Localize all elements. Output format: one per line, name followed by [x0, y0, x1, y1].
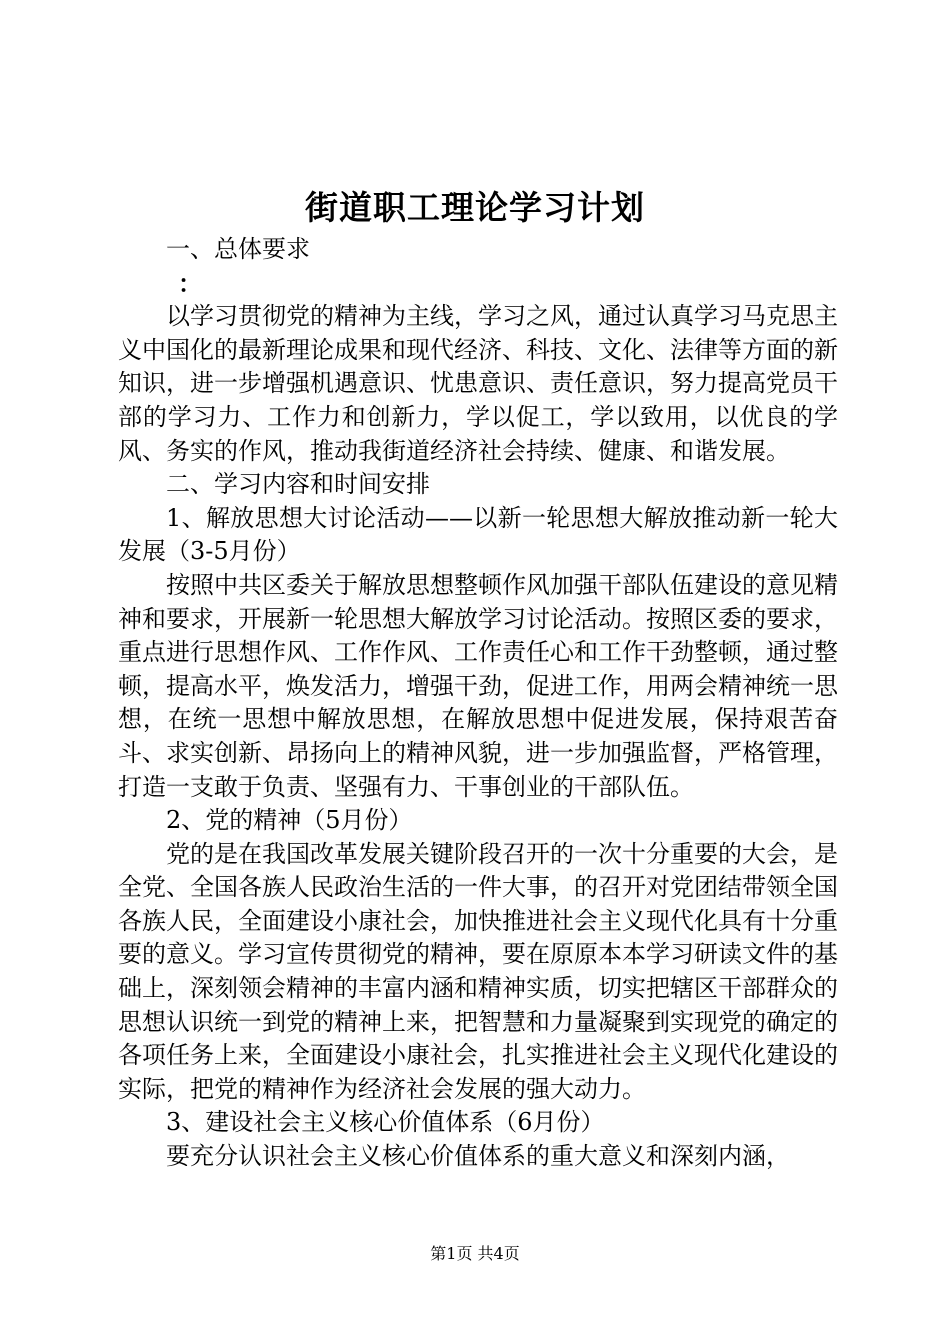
item-heading-1: 1、解放思想大讨论活动——以新一轮思想大解放推动新一轮大发展（3-5月份）: [118, 503, 838, 566]
document-body: [118, 233, 838, 1174]
section-heading-general-requirements: 一、总体要求: [166, 235, 310, 263]
item-heading-3: 3、建设社会主义核心价值体系（6月份）: [166, 1108, 605, 1137]
paragraph-item-2: 党的是在我国改革发展关键阶段召开的一次十分重要的大会，是全党、全国各族人民政治生活的一件大事，的召开对党团结带领全国各族人民，全面建设小康社会，加快推进社会主义现代化具有十分重要的意义。学习宣传贯彻党的精神，要在原原本本学习研读文件的基础上，深刻领会精神的丰富内涵和精神实质，切实把辖区干部群众的思想认识统一到党的精神上来，把智慧和力量凝聚到实现党的确定的各项任务上来，全面建设小康社会，扎实推进社会主义现代化建设的实际，把党的精神作为经济社会发展的强大动力。: [118, 839, 838, 1103]
paragraph-general-requirements: 以学习贯彻党的精神为主线，学习之风，通过认真学习马克思主义中国化的最新理论成果和现代经济、科技、文化、法律等方面的新知识，进一步增强机遇意识、忧患意识、责任意识，努力提高党员干部的学习力、工作力和创新力，学以促工，学以致用，以优良的学风、务实的作风，推动我街道经济社会持续、健康、和谐发展。: [118, 302, 838, 465]
item-heading-2: 2、党的精神（5月份）: [166, 806, 413, 835]
paragraph-item-1: 按照中共区委关于解放思想整顿作风加强干部队伍建设的意见精神和要求，开展新一轮思想大解放学习讨论活动。按照区委的要求，重点进行思想作风、工作作风、工作责任心和工作干劲整顿，通过整顿，提高水平，焕发活力，增强干劲，促进工作，用两会精神统一思想，在统一思想中解放思想，在解放思想中促进发展，保持艰苦奋斗、求实创新、昂扬向上的精神风貌，进一步加强监督，严格管理，打造一支敢于负责、坚强有力、干事创业的干部队伍。: [118, 570, 838, 801]
page-footer: 第1页 共4页: [430, 1244, 520, 1263]
paragraph-item-3: 要充分认识社会主义核心价值体系的重大意义和深刻内涵，: [166, 1142, 790, 1171]
document-title: 街道职工理论学习计划: [305, 188, 645, 227]
section-heading-content-schedule: 二、学习内容和时间安排: [166, 470, 430, 499]
colon-line: ：: [178, 268, 202, 298]
